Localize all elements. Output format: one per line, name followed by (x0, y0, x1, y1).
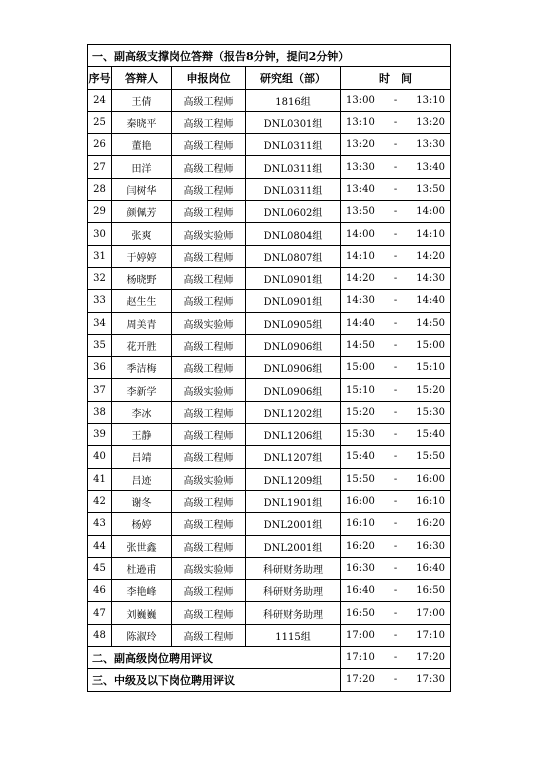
row-time (341, 624, 451, 646)
row-group: DNL1209组 (246, 468, 341, 490)
time-start: 14:00 (346, 228, 375, 240)
row-group: DNL0901组 (246, 267, 341, 289)
header-time: 时 间 (341, 67, 451, 89)
time-separator: - (393, 362, 398, 374)
row-time (341, 267, 451, 289)
row-position: 高级工程师 (172, 357, 246, 379)
row-group: DNL0906组 (246, 357, 341, 379)
time-start: 15:40 (346, 451, 375, 463)
table-row (88, 401, 451, 423)
row-num: 28 (88, 178, 112, 200)
table-row (88, 245, 451, 267)
time-end: 13:10 (416, 94, 446, 106)
time-end: 14:20 (416, 250, 446, 262)
row-position: 高级工程师 (172, 580, 246, 602)
time-separator: - (393, 139, 398, 151)
row-group: DNL0906组 (246, 379, 341, 401)
time-end: 13:30 (416, 139, 446, 151)
row-name: 王倩 (112, 89, 172, 111)
row-group: DNL0311组 (246, 156, 341, 178)
section-2-row (88, 647, 451, 669)
row-num: 46 (88, 580, 112, 602)
row-time (341, 602, 451, 624)
time-start: 16:50 (346, 607, 375, 619)
time-separator: - (393, 117, 398, 129)
row-time (341, 134, 451, 156)
row-num: 40 (88, 446, 112, 468)
time-start: 16:10 (346, 518, 375, 530)
row-position: 高级工程师 (172, 513, 246, 535)
table-row (88, 513, 451, 535)
row-position: 高级工程师 (172, 424, 246, 446)
time-start: 14:30 (346, 295, 375, 307)
time-end: 14:00 (416, 206, 446, 218)
row-name: 李冰 (112, 401, 172, 423)
time-end: 16:20 (416, 518, 446, 530)
time-separator: - (393, 250, 398, 262)
time-end: 14:40 (416, 295, 446, 307)
time-end: 17:00 (416, 607, 446, 619)
row-num: 29 (88, 201, 112, 223)
row-time (341, 468, 451, 490)
row-name: 闫树华 (112, 178, 172, 200)
time-end: 15:20 (416, 384, 446, 396)
row-time (341, 156, 451, 178)
time-end: 16:30 (416, 540, 446, 552)
row-position: 高级工程师 (172, 334, 246, 356)
row-num: 32 (88, 267, 112, 289)
row-name: 颜佩芳 (112, 201, 172, 223)
row-name: 陈淑玲 (112, 624, 172, 646)
table-row (88, 156, 451, 178)
time-end: 15:50 (416, 451, 446, 463)
header-position: 申报岗位 (172, 67, 246, 89)
row-group: 科研财务助理 (246, 602, 341, 624)
table-row (88, 602, 451, 624)
row-group: 科研财务助理 (246, 557, 341, 579)
row-position: 高级工程师 (172, 201, 246, 223)
row-time (341, 111, 451, 133)
time-start: 14:40 (346, 317, 375, 329)
row-position: 高级工程师 (172, 290, 246, 312)
row-group: DNL0311组 (246, 134, 341, 156)
row-num: 42 (88, 490, 112, 512)
row-name: 于婷婷 (112, 245, 172, 267)
time-start: 16:40 (346, 585, 375, 597)
row-num: 37 (88, 379, 112, 401)
row-position: 高级工程师 (172, 535, 246, 557)
row-position: 高级实验师 (172, 468, 246, 490)
row-num: 38 (88, 401, 112, 423)
time-start: 14:20 (346, 273, 375, 285)
time-separator: - (393, 317, 398, 329)
row-time (341, 201, 451, 223)
row-group: DNL1207组 (246, 446, 341, 468)
row-num: 43 (88, 513, 112, 535)
header-row (88, 67, 451, 89)
row-group: DNL0311组 (246, 178, 341, 200)
time-end: 13:40 (416, 161, 446, 173)
row-group: 1115组 (246, 624, 341, 646)
time-start: 17:10 (346, 652, 375, 664)
row-name: 王静 (112, 424, 172, 446)
time-separator: - (393, 206, 398, 218)
row-group: DNL0901组 (246, 290, 341, 312)
row-group: DNL1202组 (246, 401, 341, 423)
row-position: 高级工程师 (172, 267, 246, 289)
row-position: 高级实验师 (172, 223, 246, 245)
section-3-title: 三、中级及以下岗位聘用评议 (88, 669, 341, 691)
header-name: 答辩人 (112, 67, 172, 89)
row-position: 高级工程师 (172, 490, 246, 512)
time-start: 13:20 (346, 139, 375, 151)
row-name: 吕靖 (112, 446, 172, 468)
table-row (88, 379, 451, 401)
row-name: 张世鑫 (112, 535, 172, 557)
row-time (341, 178, 451, 200)
row-group: DNL2001组 (246, 535, 341, 557)
table-row (88, 580, 451, 602)
row-name: 赵生生 (112, 290, 172, 312)
row-time (341, 357, 451, 379)
row-time (341, 513, 451, 535)
row-num: 31 (88, 245, 112, 267)
time-end: 14:50 (416, 317, 446, 329)
row-position: 高级实验师 (172, 312, 246, 334)
row-position: 高级工程师 (172, 111, 246, 133)
row-num: 47 (88, 602, 112, 624)
row-position: 高级工程师 (172, 446, 246, 468)
time-start: 13:50 (346, 206, 375, 218)
table-row (88, 312, 451, 334)
row-name: 刘巍巍 (112, 602, 172, 624)
time-start: 14:50 (346, 340, 375, 351)
row-name: 杨晓野 (112, 267, 172, 289)
time-separator: - (393, 540, 398, 552)
time-start: 14:10 (346, 250, 375, 262)
time-start: 15:30 (346, 429, 375, 441)
time-separator: - (393, 607, 398, 619)
time-separator: - (393, 496, 398, 508)
row-position: 高级实验师 (172, 557, 246, 579)
table-row (88, 201, 451, 223)
row-num: 41 (88, 468, 112, 490)
row-name: 秦晓平 (112, 111, 172, 133)
time-start: 13:40 (346, 183, 375, 195)
table-row (88, 89, 451, 111)
row-num: 45 (88, 557, 112, 579)
row-time (341, 245, 451, 267)
header-group: 研究组（部） (246, 67, 341, 89)
time-end: 16:10 (416, 496, 446, 508)
time-separator: - (393, 562, 398, 574)
row-group: DNL0905组 (246, 312, 341, 334)
row-position: 高级工程师 (172, 156, 246, 178)
time-separator: - (393, 340, 398, 351)
table-row (88, 357, 451, 379)
row-position: 高级实验师 (172, 379, 246, 401)
table-row (88, 535, 451, 557)
time-separator: - (393, 674, 398, 686)
time-end: 15:40 (416, 429, 446, 441)
time-separator: - (393, 161, 398, 173)
time-end: 17:10 (416, 629, 446, 641)
row-num: 33 (88, 290, 112, 312)
time-separator: - (393, 451, 398, 463)
time-end: 14:10 (416, 228, 446, 240)
row-position: 高级工程师 (172, 401, 246, 423)
time-end: 15:30 (416, 406, 446, 418)
row-group: 1816组 (246, 89, 341, 111)
row-group: DNL1901组 (246, 490, 341, 512)
time-separator: - (393, 384, 398, 396)
time-separator: - (393, 273, 398, 285)
row-name: 吕迹 (112, 468, 172, 490)
time-start: 16:30 (346, 562, 375, 574)
time-end: 14:30 (416, 273, 446, 285)
row-position: 高级工程师 (172, 134, 246, 156)
row-name: 杜逊甫 (112, 557, 172, 579)
row-time (341, 490, 451, 512)
time-separator: - (393, 518, 398, 530)
time-end: 16:50 (416, 585, 446, 597)
row-position: 高级工程师 (172, 89, 246, 111)
table-row (88, 134, 451, 156)
time-start: 13:00 (346, 94, 375, 106)
row-num: 44 (88, 535, 112, 557)
header-num: 序号 (88, 67, 112, 89)
row-name: 李艳峰 (112, 580, 172, 602)
time-end: 16:00 (416, 473, 446, 485)
time-end: 13:20 (416, 117, 446, 129)
row-num: 30 (88, 223, 112, 245)
time-start: 16:20 (346, 540, 375, 552)
row-num: 26 (88, 134, 112, 156)
row-time (341, 401, 451, 423)
time-separator: - (393, 295, 398, 307)
table-row (88, 178, 451, 200)
row-position: 高级工程师 (172, 245, 246, 267)
time-start: 15:50 (346, 473, 375, 485)
time-separator: - (393, 183, 398, 195)
time-end: 17:20 (416, 652, 446, 664)
table-row (88, 557, 451, 579)
row-name: 周美青 (112, 312, 172, 334)
table-row (88, 334, 451, 356)
time-separator: - (393, 652, 398, 664)
schedule-table (87, 44, 451, 692)
time-end: 15:00 (416, 340, 446, 351)
row-time (341, 424, 451, 446)
time-start: 15:20 (346, 406, 375, 418)
row-name: 谢冬 (112, 490, 172, 512)
row-group: DNL0804组 (246, 223, 341, 245)
table-row (88, 290, 451, 312)
row-time (341, 223, 451, 245)
table-row (88, 424, 451, 446)
row-group: DNL0301组 (246, 111, 341, 133)
row-num: 34 (88, 312, 112, 334)
row-name: 田洋 (112, 156, 172, 178)
time-start: 17:00 (346, 629, 375, 641)
table-row (88, 223, 451, 245)
table-row (88, 490, 451, 512)
time-separator: - (393, 473, 398, 485)
table-row (88, 267, 451, 289)
section-3-row (88, 669, 451, 691)
row-name: 董艳 (112, 134, 172, 156)
row-num: 48 (88, 624, 112, 646)
time-end: 15:10 (416, 362, 446, 374)
time-separator: - (393, 406, 398, 418)
row-position: 高级工程师 (172, 624, 246, 646)
table-row (88, 446, 451, 468)
row-num: 36 (88, 357, 112, 379)
section-1-row (88, 45, 451, 67)
row-group: DNL0807组 (246, 245, 341, 267)
row-time (341, 446, 451, 468)
time-start: 17:20 (346, 674, 375, 686)
time-separator: - (393, 429, 398, 441)
time-end: 13:50 (416, 183, 446, 195)
row-group: DNL1206组 (246, 424, 341, 446)
time-end: 17:30 (416, 674, 446, 686)
table-row (88, 111, 451, 133)
row-name: 季洁梅 (112, 357, 172, 379)
row-position: 高级工程师 (172, 602, 246, 624)
row-group: DNL0602组 (246, 201, 341, 223)
table-row (88, 468, 451, 490)
row-name: 杨婷 (112, 513, 172, 535)
row-time (341, 580, 451, 602)
time-end: 16:40 (416, 562, 446, 574)
row-num: 25 (88, 111, 112, 133)
time-start: 15:10 (346, 384, 375, 396)
table-row (88, 624, 451, 646)
section-1-title: 一、副高级支撑岗位答辩（报告8分钟，提问2分钟） (88, 45, 451, 67)
row-time (341, 312, 451, 334)
row-time (341, 557, 451, 579)
time-start: 16:00 (346, 496, 375, 508)
section-2-title: 二、副高级岗位聘用评议 (88, 647, 341, 669)
row-time (341, 535, 451, 557)
time-separator: - (393, 585, 398, 597)
row-time (341, 379, 451, 401)
time-separator: - (393, 629, 398, 641)
time-start: 15:00 (346, 362, 375, 374)
row-group: DNL2001组 (246, 513, 341, 535)
row-group: 科研财务助理 (246, 580, 341, 602)
row-time (341, 89, 451, 111)
row-position: 高级工程师 (172, 178, 246, 200)
row-name: 李新学 (112, 379, 172, 401)
row-time (341, 290, 451, 312)
section-2-time (341, 647, 451, 669)
row-num: 27 (88, 156, 112, 178)
time-separator: - (393, 228, 398, 240)
section-3-time (341, 669, 451, 691)
row-group: DNL0906组 (246, 334, 341, 356)
row-time (341, 334, 451, 356)
time-start: 13:10 (346, 117, 375, 129)
time-separator: - (393, 94, 398, 106)
row-num: 35 (88, 334, 112, 356)
row-name: 张爽 (112, 223, 172, 245)
row-name: 花开胜 (112, 334, 172, 356)
row-num: 24 (88, 89, 112, 111)
row-num: 39 (88, 424, 112, 446)
time-start: 13:30 (346, 161, 375, 173)
